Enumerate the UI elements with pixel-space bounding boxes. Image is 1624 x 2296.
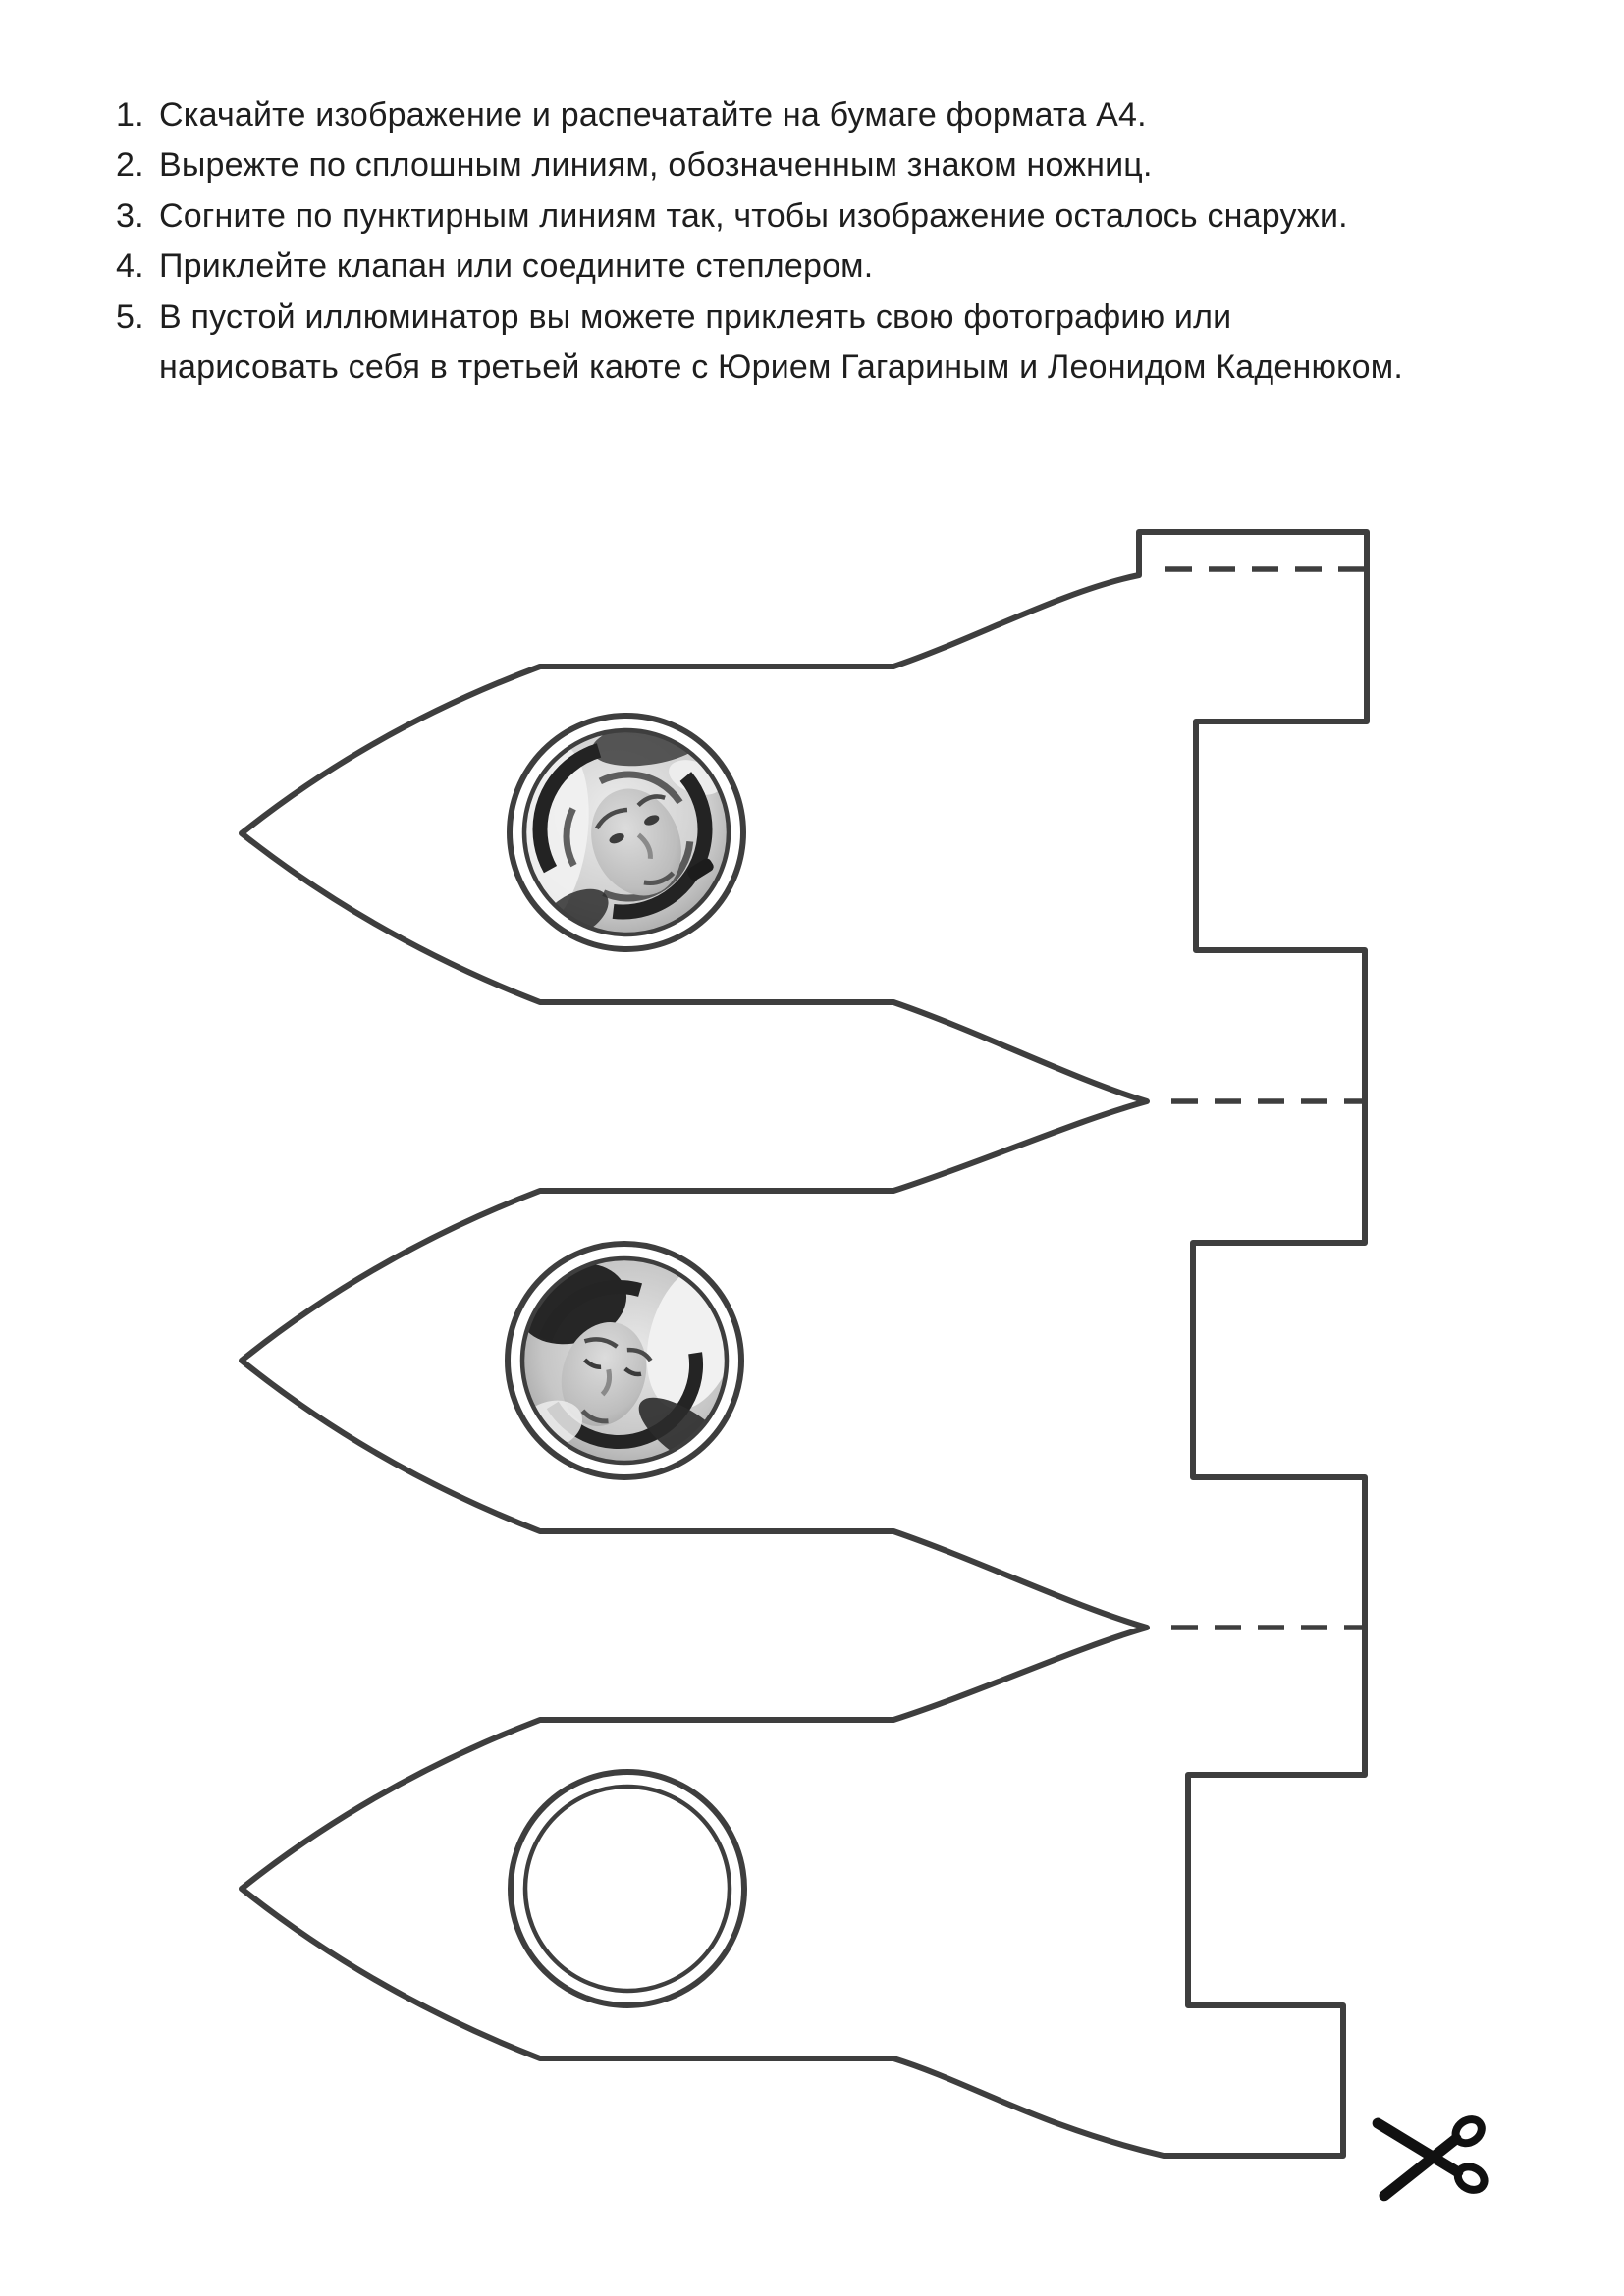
porthole-3-inner-ring <box>525 1787 730 1991</box>
cut-outline <box>242 532 1367 2156</box>
porthole-3-outer-ring <box>511 1772 744 2005</box>
scissors-icon <box>1378 2114 1489 2200</box>
porthole-3-empty <box>511 1772 744 2005</box>
item-number: 4. <box>116 247 144 286</box>
item-text: В пустой иллюминатор вы можете приклеять свою фотографию или <box>159 297 1232 336</box>
item-text: Скачайте изображение и распечатайте на бумаге формата А4. <box>159 96 1147 133</box>
item-text: Вырежте по сплошным линиям, обозначенным знаком ножниц. <box>159 146 1153 185</box>
item-number: 3. <box>116 196 144 235</box>
item-number: 5. <box>116 297 144 336</box>
item-text: нарисовать себя в третьей каюте с Юрием Гагариным и Леонидом Каденюком. <box>159 348 1403 387</box>
porthole-photo-gagarin-front <box>492 714 738 952</box>
item-number: 2. <box>116 146 144 185</box>
item-number: 1. <box>116 96 144 133</box>
item-text: Приклейте клапан или соедините степлером. <box>159 247 874 286</box>
item-text: Согните по пунктирным линиям так, чтобы изображение осталось снаружи. <box>159 196 1348 235</box>
